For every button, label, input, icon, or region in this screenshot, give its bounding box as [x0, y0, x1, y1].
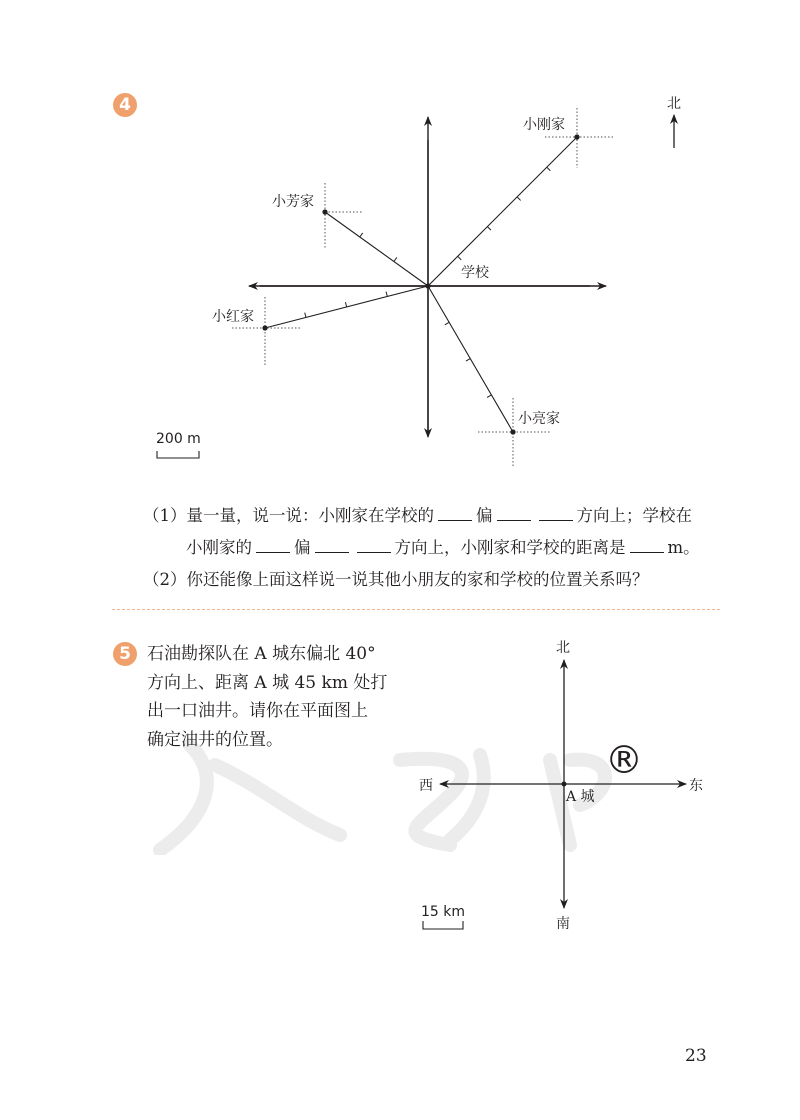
label-north: 北	[556, 640, 570, 656]
problem-5-badge: 5	[113, 642, 137, 666]
label-west: 西	[419, 778, 433, 794]
label-south: 南	[556, 916, 570, 932]
label-xiaogang: 小刚家	[523, 117, 565, 133]
problem-5-text: 石油勘探队在 A 城东偏北 40° 方向上、距离 A 城 45 km 处打 出一口油井。请你在平面图上 确定油井的位置。	[147, 644, 388, 750]
north-label: 北	[667, 96, 681, 112]
label-xiaofang: 小芳家	[272, 194, 314, 210]
q1-line1: （1）量一量，说一说：小刚家在学校的 偏 方向上；学校在	[143, 506, 692, 525]
label-xiaohong: 小红家	[212, 309, 254, 325]
problem-4-badge: 4	[113, 93, 137, 117]
q2-line: （2）你还能像上面这样说一说其他小朋友的家和学校的位置关系吗？	[143, 570, 649, 589]
school-label: 学校	[461, 265, 489, 281]
q1-line2: 小刚家的 偏 方向上，小刚家和学校的距离是 m。	[186, 538, 700, 557]
scale-bar-15km	[423, 921, 463, 929]
page-number: 23	[685, 1046, 707, 1066]
label-xiaoliang: 小亮家	[518, 411, 560, 427]
svg-text:®: ®	[605, 738, 643, 782]
scale-label-200m: 200 m	[156, 431, 201, 447]
label-east: 东	[689, 778, 703, 794]
city-a-dot	[562, 782, 567, 787]
scale-label-15km: 15 km	[421, 904, 466, 920]
label-city-a: A 城	[566, 789, 595, 805]
